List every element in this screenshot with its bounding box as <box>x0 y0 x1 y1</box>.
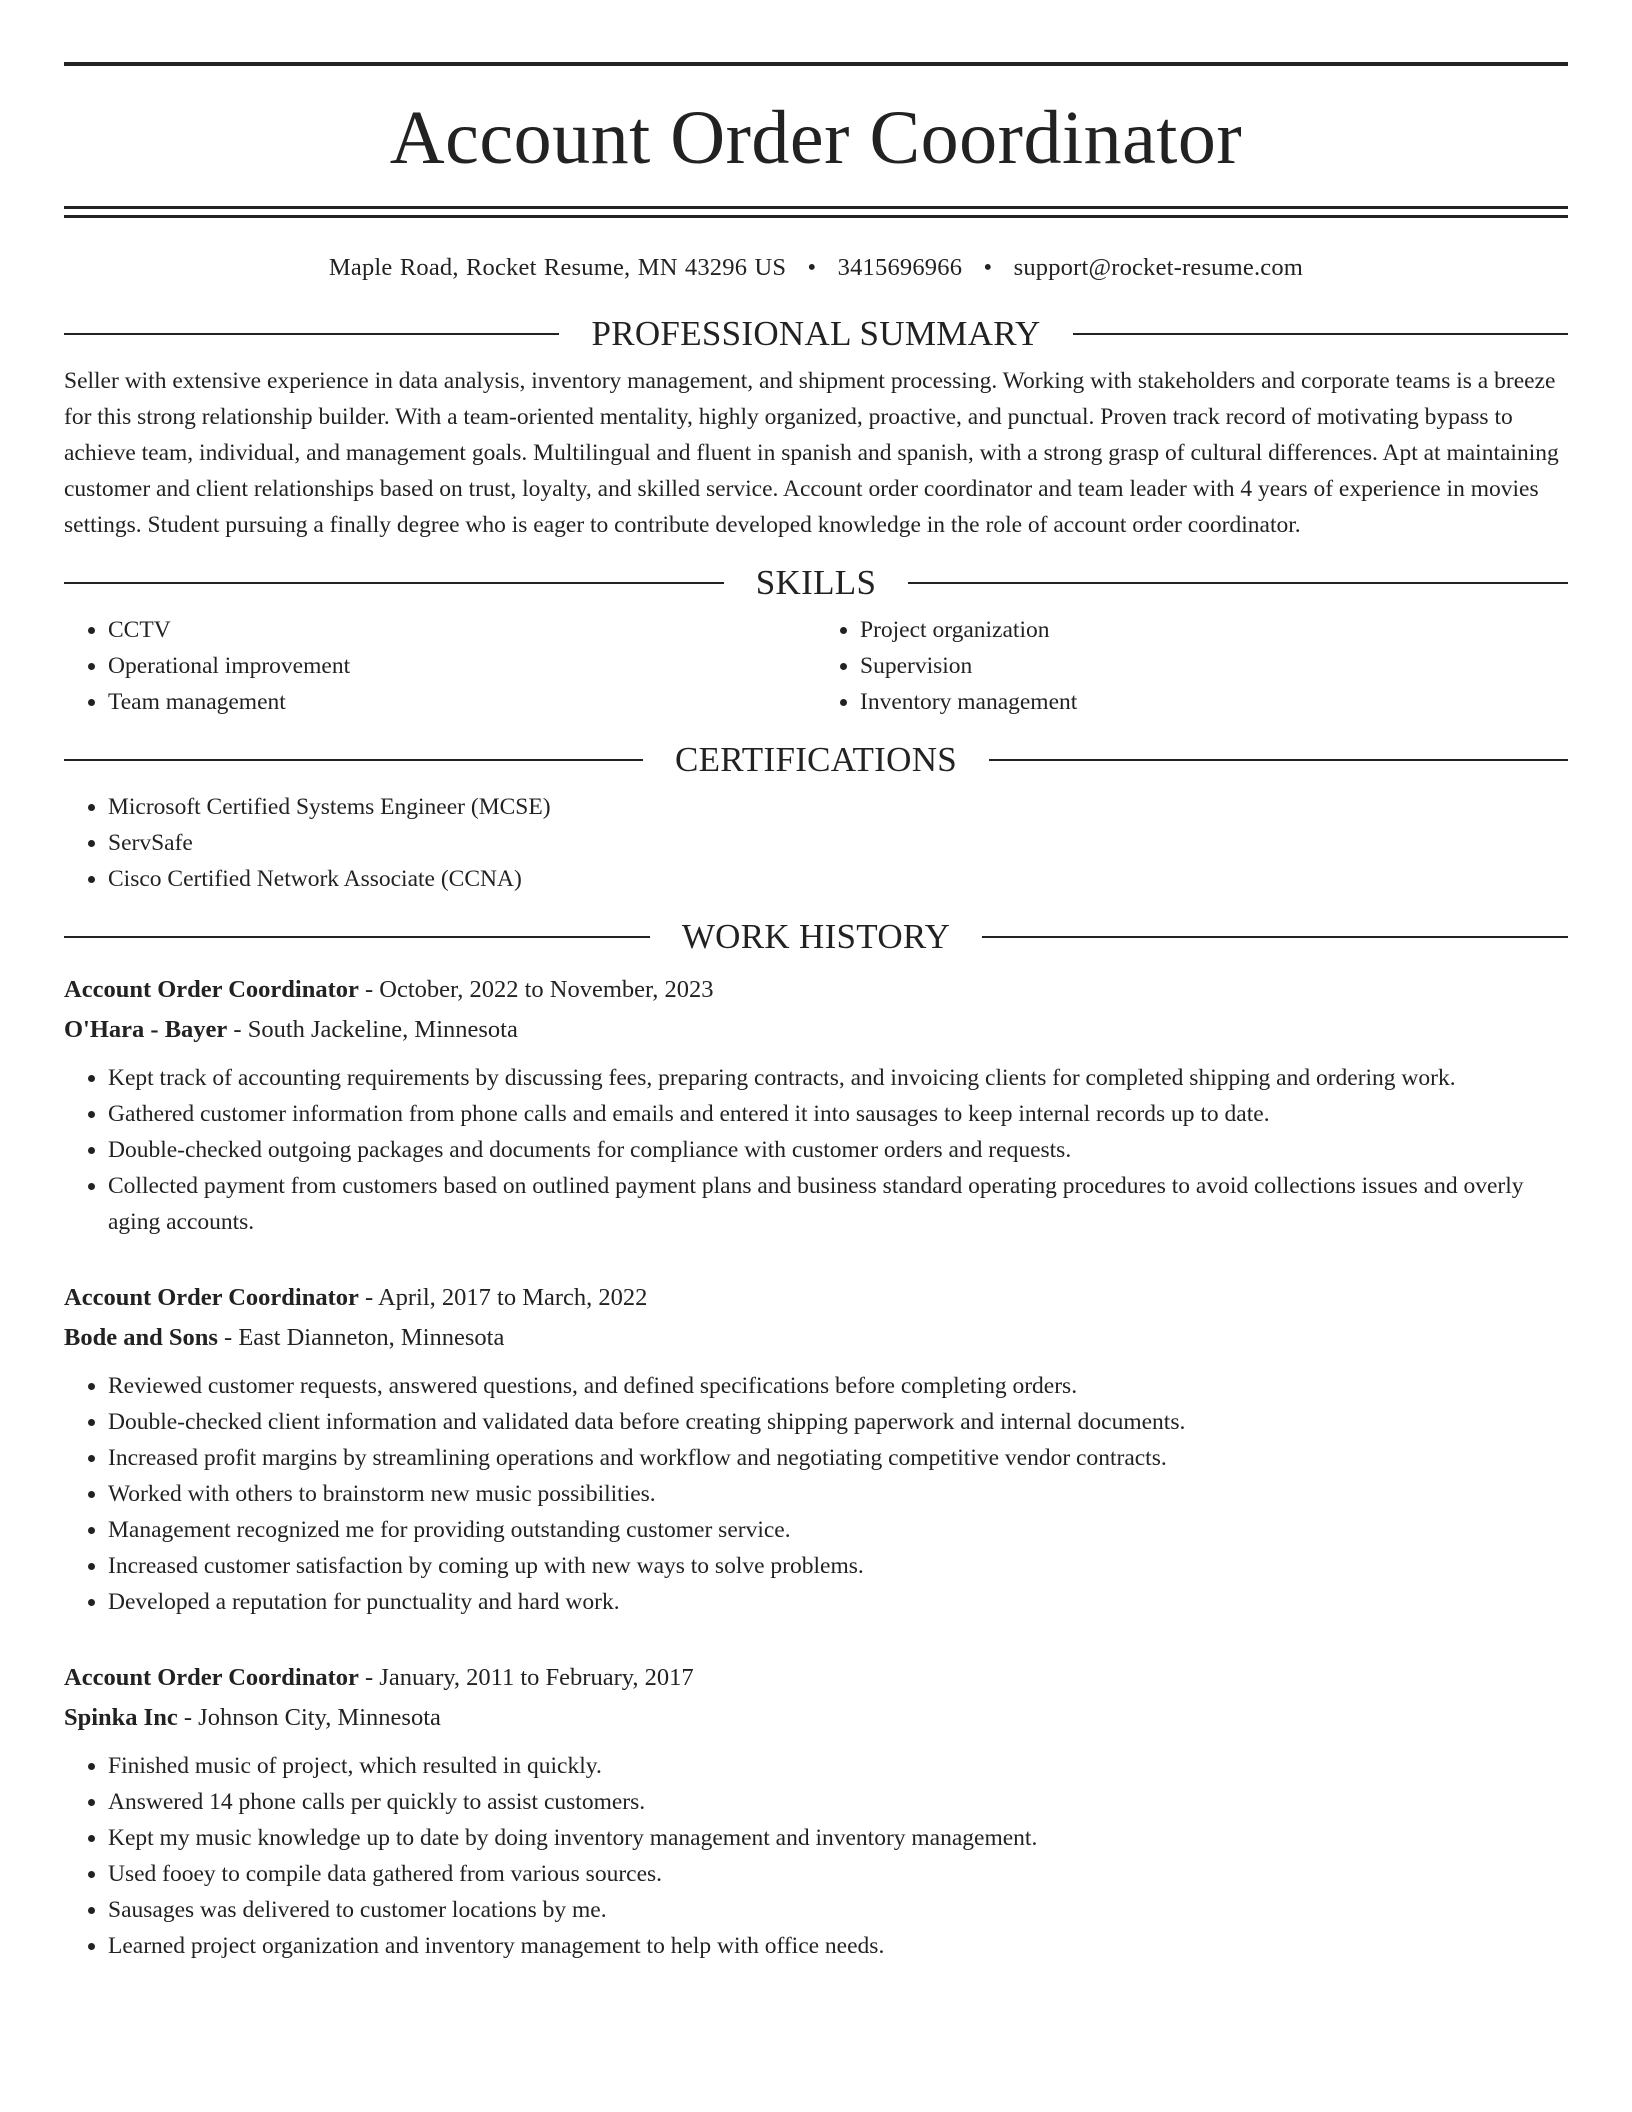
heading-rule-left <box>64 936 650 938</box>
contact-separator: • <box>983 254 993 281</box>
heading-rule-right <box>982 936 1568 938</box>
heading-rule-left <box>64 333 559 335</box>
job-bullet: • Learned project organization and inventory management to help with office needs. <box>108 1928 1568 1964</box>
job-company: O'Hara - Bayer <box>64 1016 228 1043</box>
job-company: Spinka Inc <box>64 1704 178 1731</box>
job-dates: October, 2022 to November, 2023 <box>379 976 714 1003</box>
job-bullet: • Developed a reputation for punctuality and hard work. <box>108 1584 1568 1620</box>
job-entry <box>64 1278 1568 1620</box>
job-title-line: Account Order Coordinator - January, 2011 to February, 2017 <box>64 1664 694 1691</box>
job-bullets <box>64 1748 1568 1964</box>
heading-rule-left <box>64 582 724 584</box>
job-bullet: • Collected payment from customers based on outlined payment plans and business standard operating procedures to avoid collections issues and overly aging accounts. <box>108 1168 1568 1240</box>
job-entry <box>64 1658 1568 1964</box>
double-rule <box>64 206 1568 218</box>
job-bullet: • Worked with others to brainstorm new music possibilities. <box>108 1476 1568 1512</box>
job-bullet: • Finished music of project, which resulted in quickly. <box>108 1748 1568 1784</box>
contact-address: Maple Road, Rocket Resume, MN 43296 US <box>328 254 787 281</box>
resume-page <box>64 0 1568 1964</box>
job-bullet: • Sausages was delivered to customer locations by me. <box>108 1892 1568 1928</box>
summary-heading-title: PROFESSIONAL SUMMARY <box>591 314 1041 353</box>
heading-rule-right <box>989 759 1568 761</box>
job-bullet: • Management recognized me for providing outstanding customer service. <box>108 1512 1568 1548</box>
job-bullet: • Answered 14 phone calls per quickly to assist customers. <box>108 1784 1568 1820</box>
certifications-list <box>64 789 1568 897</box>
job-title: Account Order Coordinator <box>64 976 359 1003</box>
job-bullet: • Increased customer satisfaction by coming up with new ways to solve problems. <box>108 1548 1568 1584</box>
skills-column-right <box>816 612 1568 720</box>
job-location: East Dianneton, Minnesota <box>238 1324 505 1351</box>
skills-heading <box>64 565 1568 600</box>
job-dates: January, 2011 to February, 2017 <box>379 1664 694 1691</box>
certification-item: • Cisco Certified Network Associate (CCNA) <box>108 861 1568 897</box>
job-bullet: • Increased profit margins by streamlining operations and workflow and negotiating competitive vendor contracts. <box>108 1440 1568 1476</box>
contact-separator: • <box>807 254 817 281</box>
job-bullets <box>64 1060 1568 1240</box>
job-title: Account Order Coordinator <box>64 1664 359 1691</box>
top-rule <box>64 62 1568 66</box>
job-dates: April, 2017 to March, 2022 <box>377 1284 648 1311</box>
skill-item: • Project organization <box>860 612 1568 648</box>
skill-item: • Team management <box>108 684 816 720</box>
job-company-line: Spinka Inc - Johnson City, Minnesota <box>64 1704 441 1731</box>
skills-column-left <box>64 612 816 720</box>
job-bullet: • Kept my music knowledge up to date by doing inventory management and inventory management. <box>108 1820 1568 1856</box>
heading-rule-right <box>1073 333 1568 335</box>
job-location: South Jackeline, Minnesota <box>247 1016 518 1043</box>
job-bullet: • Used fooey to compile data gathered from various sources. <box>108 1856 1568 1892</box>
job-bullet: • Reviewed customer requests, answered questions, and defined specifications before completing orders. <box>108 1368 1568 1404</box>
skill-item: • Operational improvement <box>108 648 816 684</box>
work-history-heading-title: WORK HISTORY <box>681 917 951 956</box>
work-history-heading <box>64 919 1568 954</box>
heading-rule-right <box>908 582 1568 584</box>
job-bullet: • Kept track of accounting requirements by discussing fees, preparing contracts, and invoicing clients for completed shipping and ordering work. <box>108 1060 1568 1096</box>
job-bullet: • Double-checked outgoing packages and documents for compliance with customer orders and requests. <box>108 1132 1568 1168</box>
resume-name: Account Order Coordinator <box>389 96 1243 180</box>
summary-text: Seller with extensive experience in data analysis, inventory management, and shipment processing. Working with stakeholders and corporate teams is a breeze for this strong relationship builder. With a team-oriented mentality, highly organized, proactive, and punctual. Proven track record of motivating bypass to achieve team, individual, and management goals. Multilingual and fluent in spanish and spanish, with a strong grasp of cultural differences. Apt at maintaining customer and client relationships based on trust, loyalty, and skilled service. Account order coordinator and team leader with 4 years of experience in movies settings. Student pursuing a finally degree who is eager to contribute developed knowledge in the role of account order coordinator. <box>64 368 1559 538</box>
summary-heading <box>64 316 1568 351</box>
job-location: Johnson City, Minnesota <box>198 1704 441 1731</box>
job-title-line: Account Order Coordinator - April, 2017 to March, 2022 <box>64 1284 648 1311</box>
heading-rule-left <box>64 759 643 761</box>
skill-item: • Inventory management <box>860 684 1568 720</box>
skill-item: • Supervision <box>860 648 1568 684</box>
job-company: Bode and Sons <box>64 1324 218 1351</box>
skills-heading-title: SKILLS <box>755 563 877 602</box>
certifications-heading <box>64 742 1568 777</box>
job-bullet: • Gathered customer information from phone calls and emails and entered it into sausages to keep internal records up to date. <box>108 1096 1568 1132</box>
job-title: Account Order Coordinator <box>64 1284 359 1311</box>
certification-item: • Microsoft Certified Systems Engineer (MCSE) <box>108 789 1568 825</box>
skill-item: • CCTV <box>108 612 816 648</box>
job-company-line: O'Hara - Bayer - South Jackeline, Minnesota <box>64 1016 518 1043</box>
certification-item: • ServSafe <box>108 825 1568 861</box>
certifications-heading-title: CERTIFICATIONS <box>674 740 958 779</box>
job-entry <box>64 970 1568 1240</box>
contact-line <box>64 254 1568 282</box>
skills-list <box>64 612 1568 720</box>
job-company-line: Bode and Sons - East Dianneton, Minnesota <box>64 1324 505 1351</box>
job-bullet: • Double-checked client information and validated data before creating shipping paperwork and internal documents. <box>108 1404 1568 1440</box>
job-title-line: Account Order Coordinator - October, 2022 to November, 2023 <box>64 976 714 1003</box>
contact-email[interactable]: support@rocket-resume.com <box>1013 254 1304 281</box>
job-bullets <box>64 1368 1568 1620</box>
contact-phone[interactable]: 3415696966 <box>837 254 963 281</box>
